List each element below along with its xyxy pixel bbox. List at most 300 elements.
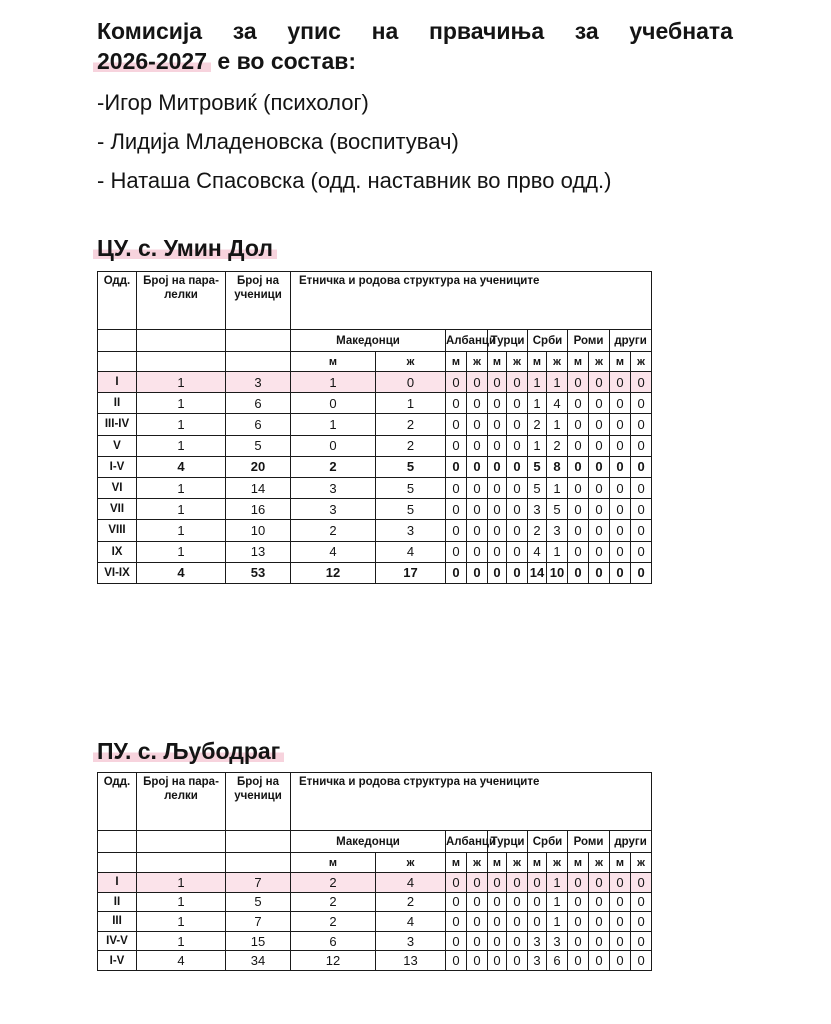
- value-cell: 0: [488, 414, 507, 435]
- value-cell: 0: [631, 477, 652, 498]
- value-cell: 0: [568, 499, 589, 520]
- value-cell: 0: [446, 372, 467, 393]
- grade-cell: I: [98, 372, 137, 393]
- value-cell: 0: [610, 520, 631, 541]
- value-cell: 0: [467, 499, 488, 520]
- parallels-cell: 1: [137, 541, 226, 562]
- value-cell: 0: [291, 435, 376, 456]
- grade-cell: II: [98, 892, 137, 912]
- table-row: [98, 414, 652, 435]
- empty-cell: [226, 853, 291, 873]
- table-row: [98, 520, 652, 541]
- value-cell: 0: [631, 372, 652, 393]
- value-cell: 12: [291, 562, 376, 583]
- value-cell: 0: [568, 951, 589, 971]
- students-cell: 6: [226, 414, 291, 435]
- value-cell: 0: [446, 435, 467, 456]
- students-cell: 5: [226, 435, 291, 456]
- value-cell: 1: [528, 435, 547, 456]
- value-cell: 1: [547, 477, 568, 498]
- value-cell: 0: [631, 499, 652, 520]
- header-row: [98, 272, 652, 330]
- value-cell: 0: [589, 541, 610, 562]
- value-cell: 0: [467, 435, 488, 456]
- value-cell: 5: [528, 477, 547, 498]
- students-cell: 34: [226, 951, 291, 971]
- students-cell: 10: [226, 520, 291, 541]
- value-cell: 0: [488, 456, 507, 477]
- value-cell: 0: [291, 393, 376, 414]
- students-cell: 16: [226, 499, 291, 520]
- value-cell: 17: [376, 562, 446, 583]
- heading-word: учебната: [629, 18, 733, 44]
- value-cell: 1: [547, 414, 568, 435]
- value-cell: 0: [568, 892, 589, 912]
- value-cell: 0: [446, 562, 467, 583]
- value-cell: 0: [507, 951, 528, 971]
- value-cell: 1: [376, 393, 446, 414]
- students-cell: 15: [226, 931, 291, 951]
- students-header: Број на ученици: [226, 272, 291, 330]
- grade-cell: VIII: [98, 520, 137, 541]
- empty-cell: [137, 853, 226, 873]
- grade-cell: III-IV: [98, 414, 137, 435]
- students-cell: 7: [226, 873, 291, 893]
- value-cell: 12: [291, 951, 376, 971]
- parallels-cell: 1: [137, 372, 226, 393]
- member-3: - Наташа Спасовска (одд. наставник во прво одд.): [97, 168, 612, 193]
- group-header: Македонци: [291, 831, 446, 853]
- male-header: м: [528, 352, 547, 372]
- value-cell: 6: [291, 931, 376, 951]
- value-cell: 0: [631, 393, 652, 414]
- value-cell: 0: [631, 435, 652, 456]
- female-header: ж: [547, 352, 568, 372]
- value-cell: 0: [589, 456, 610, 477]
- value-cell: 6: [547, 951, 568, 971]
- value-cell: 0: [589, 393, 610, 414]
- empty-cell: [98, 330, 137, 352]
- group-header: други: [610, 831, 652, 853]
- students-cell: 5: [226, 892, 291, 912]
- value-cell: 0: [446, 499, 467, 520]
- students-cell: 3: [226, 372, 291, 393]
- value-cell: 0: [507, 414, 528, 435]
- school-table-ljubodrag: [97, 772, 652, 971]
- value-cell: 0: [467, 931, 488, 951]
- heading-word: за: [232, 18, 257, 44]
- value-cell: 1: [547, 892, 568, 912]
- value-cell: 0: [631, 892, 652, 912]
- table-row: [98, 456, 652, 477]
- value-cell: 0: [507, 499, 528, 520]
- value-cell: 2: [376, 435, 446, 456]
- value-cell: 1: [547, 372, 568, 393]
- female-header: ж: [376, 853, 446, 873]
- value-cell: 4: [376, 912, 446, 932]
- parallels-header: Број на пара-лелки: [137, 773, 226, 831]
- value-cell: 0: [488, 435, 507, 456]
- member-2: - Лидија Младеновска (воспитувач): [97, 129, 459, 154]
- value-cell: 0: [589, 951, 610, 971]
- group-header: Турци: [488, 330, 528, 352]
- heading-rest: е во состав:: [217, 48, 357, 74]
- school-title-1: ЦУ. с. Умин Дол: [97, 234, 277, 262]
- value-cell: 3: [547, 931, 568, 951]
- value-cell: 0: [446, 541, 467, 562]
- value-cell: 0: [631, 951, 652, 971]
- value-cell: 0: [589, 499, 610, 520]
- value-cell: 0: [467, 541, 488, 562]
- value-cell: 3: [376, 520, 446, 541]
- female-header: ж: [376, 352, 446, 372]
- value-cell: 0: [446, 951, 467, 971]
- empty-cell: [137, 330, 226, 352]
- heading-line-2: [97, 46, 733, 76]
- value-cell: 0: [528, 912, 547, 932]
- value-cell: 0: [488, 499, 507, 520]
- parallels-cell: 1: [137, 414, 226, 435]
- value-cell: 10: [547, 562, 568, 583]
- value-cell: 0: [507, 393, 528, 414]
- value-cell: 0: [589, 931, 610, 951]
- parallels-cell: 4: [137, 951, 226, 971]
- female-header: ж: [631, 853, 652, 873]
- value-cell: 0: [610, 414, 631, 435]
- value-cell: 0: [589, 562, 610, 583]
- value-cell: 0: [488, 372, 507, 393]
- value-cell: 3: [547, 520, 568, 541]
- value-cell: 0: [488, 931, 507, 951]
- value-cell: 0: [589, 435, 610, 456]
- grade-cell: IX: [98, 541, 137, 562]
- students-header: Број на ученици: [226, 773, 291, 831]
- students-cell: 6: [226, 393, 291, 414]
- grade-cell: VI-IX: [98, 562, 137, 583]
- school-table-umin-dol: [97, 271, 652, 584]
- value-cell: 2: [291, 892, 376, 912]
- value-cell: 0: [568, 873, 589, 893]
- value-cell: 5: [376, 477, 446, 498]
- value-cell: 5: [376, 456, 446, 477]
- empty-cell: [226, 831, 291, 853]
- table-row: [98, 951, 652, 971]
- value-cell: 0: [589, 414, 610, 435]
- male-header: м: [446, 853, 467, 873]
- commission-heading: [97, 16, 733, 76]
- value-cell: 0: [568, 541, 589, 562]
- value-cell: 0: [446, 520, 467, 541]
- value-cell: 3: [291, 477, 376, 498]
- header-row: [98, 773, 652, 831]
- value-cell: 0: [467, 414, 488, 435]
- value-cell: 0: [488, 520, 507, 541]
- value-cell: 0: [610, 951, 631, 971]
- structure-header: Етничка и родова структура на учениците: [291, 773, 652, 831]
- value-cell: 0: [376, 372, 446, 393]
- parallels-cell: 1: [137, 435, 226, 456]
- value-cell: 0: [631, 456, 652, 477]
- table-row: [98, 435, 652, 456]
- group-header: Роми: [568, 330, 610, 352]
- group-header-row: [98, 330, 652, 352]
- value-cell: 0: [446, 931, 467, 951]
- value-cell: 0: [507, 372, 528, 393]
- value-cell: 1: [528, 393, 547, 414]
- empty-cell: [98, 853, 137, 873]
- parallels-cell: 1: [137, 520, 226, 541]
- value-cell: 0: [507, 912, 528, 932]
- value-cell: 2: [528, 520, 547, 541]
- value-cell: 0: [610, 393, 631, 414]
- value-cell: 4: [528, 541, 547, 562]
- value-cell: 0: [631, 414, 652, 435]
- value-cell: 2: [291, 873, 376, 893]
- value-cell: 0: [488, 951, 507, 971]
- value-cell: 4: [547, 393, 568, 414]
- female-header: ж: [589, 352, 610, 372]
- value-cell: 0: [446, 456, 467, 477]
- value-cell: 0: [488, 477, 507, 498]
- value-cell: 0: [467, 477, 488, 498]
- value-cell: 5: [547, 499, 568, 520]
- value-cell: 0: [568, 456, 589, 477]
- value-cell: 1: [547, 541, 568, 562]
- value-cell: 0: [610, 435, 631, 456]
- value-cell: 0: [467, 520, 488, 541]
- group-header: Албанци: [446, 330, 488, 352]
- value-cell: 0: [610, 477, 631, 498]
- students-cell: 53: [226, 562, 291, 583]
- value-cell: 8: [547, 456, 568, 477]
- parallels-cell: 1: [137, 912, 226, 932]
- value-cell: 0: [568, 931, 589, 951]
- value-cell: 5: [376, 499, 446, 520]
- female-header: ж: [507, 853, 528, 873]
- male-header: м: [610, 352, 631, 372]
- heading-word: на: [371, 18, 399, 44]
- empty-cell: [137, 831, 226, 853]
- value-cell: 0: [631, 912, 652, 932]
- table-row: [98, 499, 652, 520]
- empty-cell: [98, 352, 137, 372]
- table-row: [98, 931, 652, 951]
- value-cell: 0: [488, 892, 507, 912]
- male-header: м: [528, 853, 547, 873]
- students-cell: 14: [226, 477, 291, 498]
- value-cell: 2: [547, 435, 568, 456]
- value-cell: 0: [568, 393, 589, 414]
- empty-cell: [98, 831, 137, 853]
- grade-header: Одд.: [98, 272, 137, 330]
- value-cell: 0: [507, 435, 528, 456]
- value-cell: 3: [376, 931, 446, 951]
- value-cell: 2: [376, 892, 446, 912]
- value-cell: 0: [589, 477, 610, 498]
- gender-header-row: [98, 853, 652, 873]
- value-cell: 0: [467, 951, 488, 971]
- empty-cell: [137, 352, 226, 372]
- value-cell: 5: [528, 456, 547, 477]
- male-header: м: [568, 352, 589, 372]
- table-row: [98, 912, 652, 932]
- parallels-cell: 1: [137, 931, 226, 951]
- value-cell: 0: [467, 456, 488, 477]
- value-cell: 1: [547, 912, 568, 932]
- male-header: м: [488, 853, 507, 873]
- value-cell: 3: [291, 499, 376, 520]
- value-cell: 0: [528, 873, 547, 893]
- value-cell: 0: [488, 912, 507, 932]
- value-cell: 3: [528, 951, 547, 971]
- grade-header: Одд.: [98, 773, 137, 831]
- value-cell: 0: [488, 562, 507, 583]
- value-cell: 0: [528, 892, 547, 912]
- group-header: Срби: [528, 831, 568, 853]
- value-cell: 0: [610, 499, 631, 520]
- female-header: ж: [467, 352, 488, 372]
- table-row: [98, 372, 652, 393]
- parallels-cell: 1: [137, 393, 226, 414]
- parallels-cell: 1: [137, 892, 226, 912]
- heading-word: првачиња: [428, 18, 545, 44]
- value-cell: 0: [568, 435, 589, 456]
- male-header: м: [291, 352, 376, 372]
- value-cell: 14: [528, 562, 547, 583]
- grade-cell: I-V: [98, 456, 137, 477]
- male-header: м: [446, 352, 467, 372]
- value-cell: 2: [528, 414, 547, 435]
- female-header: ж: [547, 853, 568, 873]
- structure-header: Етничка и родова структура на учениците: [291, 272, 652, 330]
- male-header: м: [488, 352, 507, 372]
- value-cell: 3: [528, 499, 547, 520]
- school-title-2: ПУ. с. Љубодраг: [97, 737, 284, 765]
- value-cell: 1: [291, 414, 376, 435]
- female-header: ж: [507, 352, 528, 372]
- group-header: Роми: [568, 831, 610, 853]
- value-cell: 0: [631, 873, 652, 893]
- value-cell: 0: [631, 931, 652, 951]
- grade-cell: IV-V: [98, 931, 137, 951]
- heading-word: Комисија: [97, 18, 203, 44]
- grade-cell: V: [98, 435, 137, 456]
- empty-cell: [226, 352, 291, 372]
- value-cell: 0: [446, 912, 467, 932]
- value-cell: 0: [467, 912, 488, 932]
- value-cell: 0: [589, 520, 610, 541]
- value-cell: 0: [507, 892, 528, 912]
- value-cell: 0: [467, 372, 488, 393]
- value-cell: 1: [291, 372, 376, 393]
- grade-cell: I: [98, 873, 137, 893]
- table-row: [98, 873, 652, 893]
- value-cell: 0: [446, 892, 467, 912]
- students-cell: 20: [226, 456, 291, 477]
- school-year-highlight: 2026-2027: [93, 48, 211, 74]
- value-cell: 0: [610, 456, 631, 477]
- value-cell: 0: [488, 541, 507, 562]
- value-cell: 0: [488, 393, 507, 414]
- female-header: ж: [631, 352, 652, 372]
- parallels-cell: 4: [137, 562, 226, 583]
- value-cell: 0: [568, 520, 589, 541]
- value-cell: 2: [291, 912, 376, 932]
- value-cell: 0: [610, 562, 631, 583]
- group-header: Македонци: [291, 330, 446, 352]
- gender-header-row: [98, 352, 652, 372]
- value-cell: 0: [467, 393, 488, 414]
- table-row: [98, 892, 652, 912]
- value-cell: 0: [631, 541, 652, 562]
- value-cell: 0: [467, 562, 488, 583]
- group-header: други: [610, 330, 652, 352]
- students-cell: 7: [226, 912, 291, 932]
- value-cell: 0: [631, 520, 652, 541]
- value-cell: 0: [568, 912, 589, 932]
- value-cell: 0: [446, 414, 467, 435]
- grade-cell: II: [98, 393, 137, 414]
- value-cell: 0: [589, 892, 610, 912]
- value-cell: 2: [291, 456, 376, 477]
- male-header: м: [291, 853, 376, 873]
- value-cell: 0: [610, 912, 631, 932]
- value-cell: 0: [610, 931, 631, 951]
- value-cell: 0: [568, 414, 589, 435]
- value-cell: 0: [507, 931, 528, 951]
- female-header: ж: [467, 853, 488, 873]
- male-header: м: [610, 853, 631, 873]
- male-header: м: [568, 853, 589, 873]
- value-cell: 1: [528, 372, 547, 393]
- value-cell: 4: [291, 541, 376, 562]
- member-1: -Игор Митровиќ (психолог): [97, 90, 369, 115]
- grade-cell: VII: [98, 499, 137, 520]
- heading-line-1: [97, 16, 733, 46]
- grade-cell: I-V: [98, 951, 137, 971]
- value-cell: 0: [610, 892, 631, 912]
- grade-cell: III: [98, 912, 137, 932]
- value-cell: 2: [291, 520, 376, 541]
- value-cell: 0: [446, 393, 467, 414]
- value-cell: 0: [568, 372, 589, 393]
- value-cell: 0: [507, 477, 528, 498]
- value-cell: 0: [467, 892, 488, 912]
- value-cell: 0: [446, 873, 467, 893]
- value-cell: 0: [507, 562, 528, 583]
- parallels-cell: 4: [137, 456, 226, 477]
- value-cell: 0: [589, 873, 610, 893]
- parallels-cell: 1: [137, 477, 226, 498]
- value-cell: 4: [376, 541, 446, 562]
- value-cell: 0: [568, 562, 589, 583]
- value-cell: 0: [488, 873, 507, 893]
- value-cell: 1: [547, 873, 568, 893]
- group-header-row: [98, 831, 652, 853]
- empty-cell: [226, 330, 291, 352]
- grade-cell: VI: [98, 477, 137, 498]
- heading-word: упис: [287, 18, 341, 44]
- female-header: ж: [589, 853, 610, 873]
- table-row: [98, 393, 652, 414]
- value-cell: 0: [446, 477, 467, 498]
- value-cell: 0: [610, 372, 631, 393]
- group-header: Срби: [528, 330, 568, 352]
- students-cell: 13: [226, 541, 291, 562]
- value-cell: 0: [507, 520, 528, 541]
- parallels-header: Број на пара-лелки: [137, 272, 226, 330]
- table-row: [98, 477, 652, 498]
